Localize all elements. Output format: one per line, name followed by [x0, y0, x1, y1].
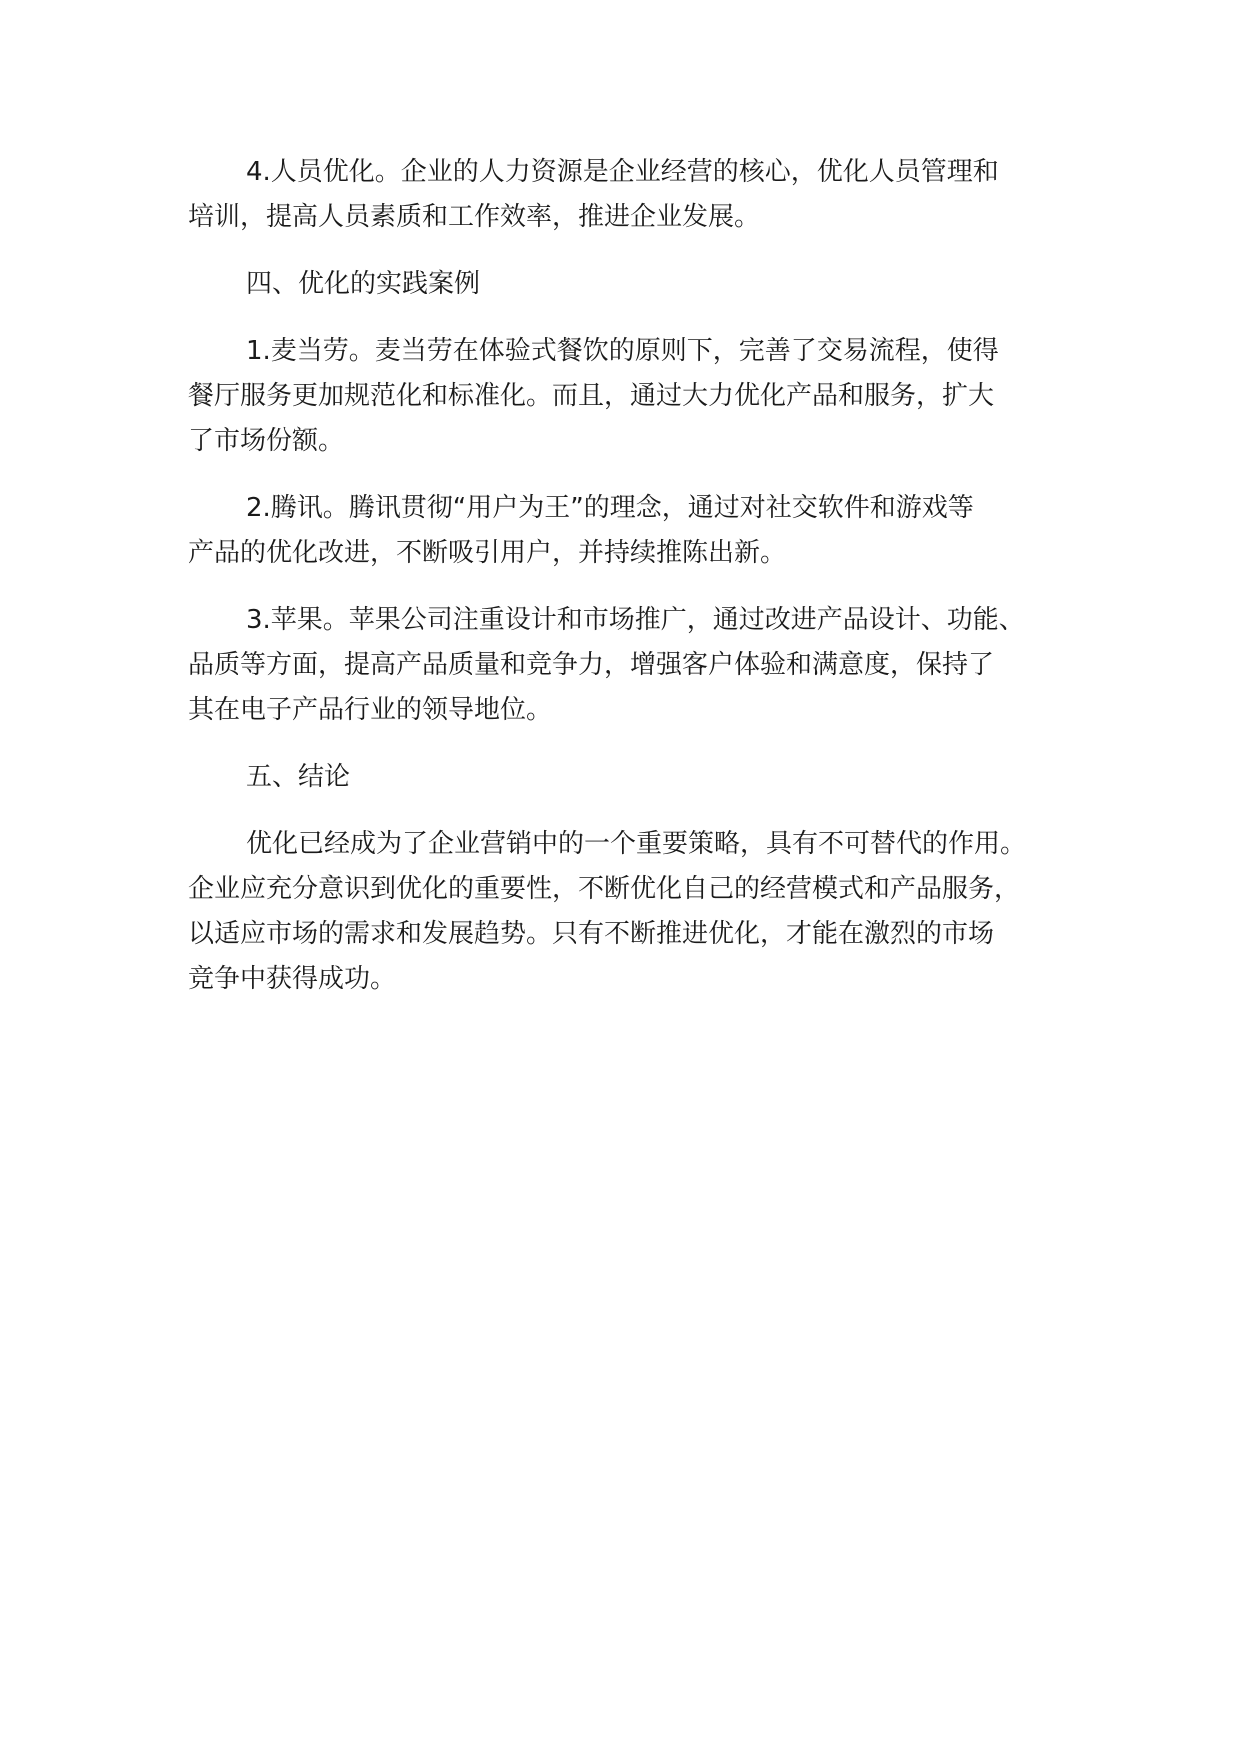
text-line: 3.苹果。苹果公司注重设计和市场推广，通过改进产品设计、功能、 — [246, 605, 1025, 635]
paragraph-tencent — [188, 486, 1088, 576]
text-line: 2.腾讯。腾讯贯彻“用户为王”的理念，通过对社交软件和游戏等 — [246, 493, 974, 523]
paragraph-mcdonalds — [188, 329, 1088, 464]
text-line: 4.人员优化。企业的人力资源是企业经营的核心，优化人员管理和 — [246, 157, 999, 187]
text-line: 优化已经成为了企业营销中的一个重要策略，具有不可替代的作用。 — [246, 829, 1027, 859]
paragraph-apple — [188, 598, 1088, 733]
text-line: 了市场份额。 — [188, 426, 345, 456]
text-line: 竞争中获得成功。 — [188, 964, 397, 994]
paragraph-conclusion — [188, 822, 1088, 1002]
text-line: 1.麦当劳。麦当劳在体验式餐饮的原则下，完善了交易流程，使得 — [246, 336, 999, 366]
heading-text: 五、结论 — [246, 762, 351, 792]
paragraph-staff-optimization — [188, 150, 1088, 240]
text-line: 企业应充分意识到优化的重要性，不断优化自己的经营模式和产品服务， — [188, 874, 1021, 904]
text-line: 产品的优化改进，不断吸引用户，并持续推陈出新。 — [188, 538, 787, 568]
heading-text: 四、优化的实践案例 — [246, 269, 481, 299]
text-line: 品质等方面，提高产品质量和竞争力，增强客户体验和满意度，保持了 — [188, 650, 995, 680]
section-heading-conclusion — [188, 755, 1088, 800]
text-line: 其在电子产品行业的领导地位。 — [188, 695, 553, 725]
text-line: 餐厅服务更加规范化和标准化。而且，通过大力优化产品和服务，扩大 — [188, 381, 995, 411]
section-heading-practice-cases — [188, 262, 1088, 307]
text-line: 培训，提高人员素质和工作效率，推进企业发展。 — [188, 202, 761, 232]
text-line: 以适应市场的需求和发展趋势。只有不断推进优化，才能在激烈的市场 — [188, 919, 995, 949]
document-body — [188, 150, 1088, 1002]
